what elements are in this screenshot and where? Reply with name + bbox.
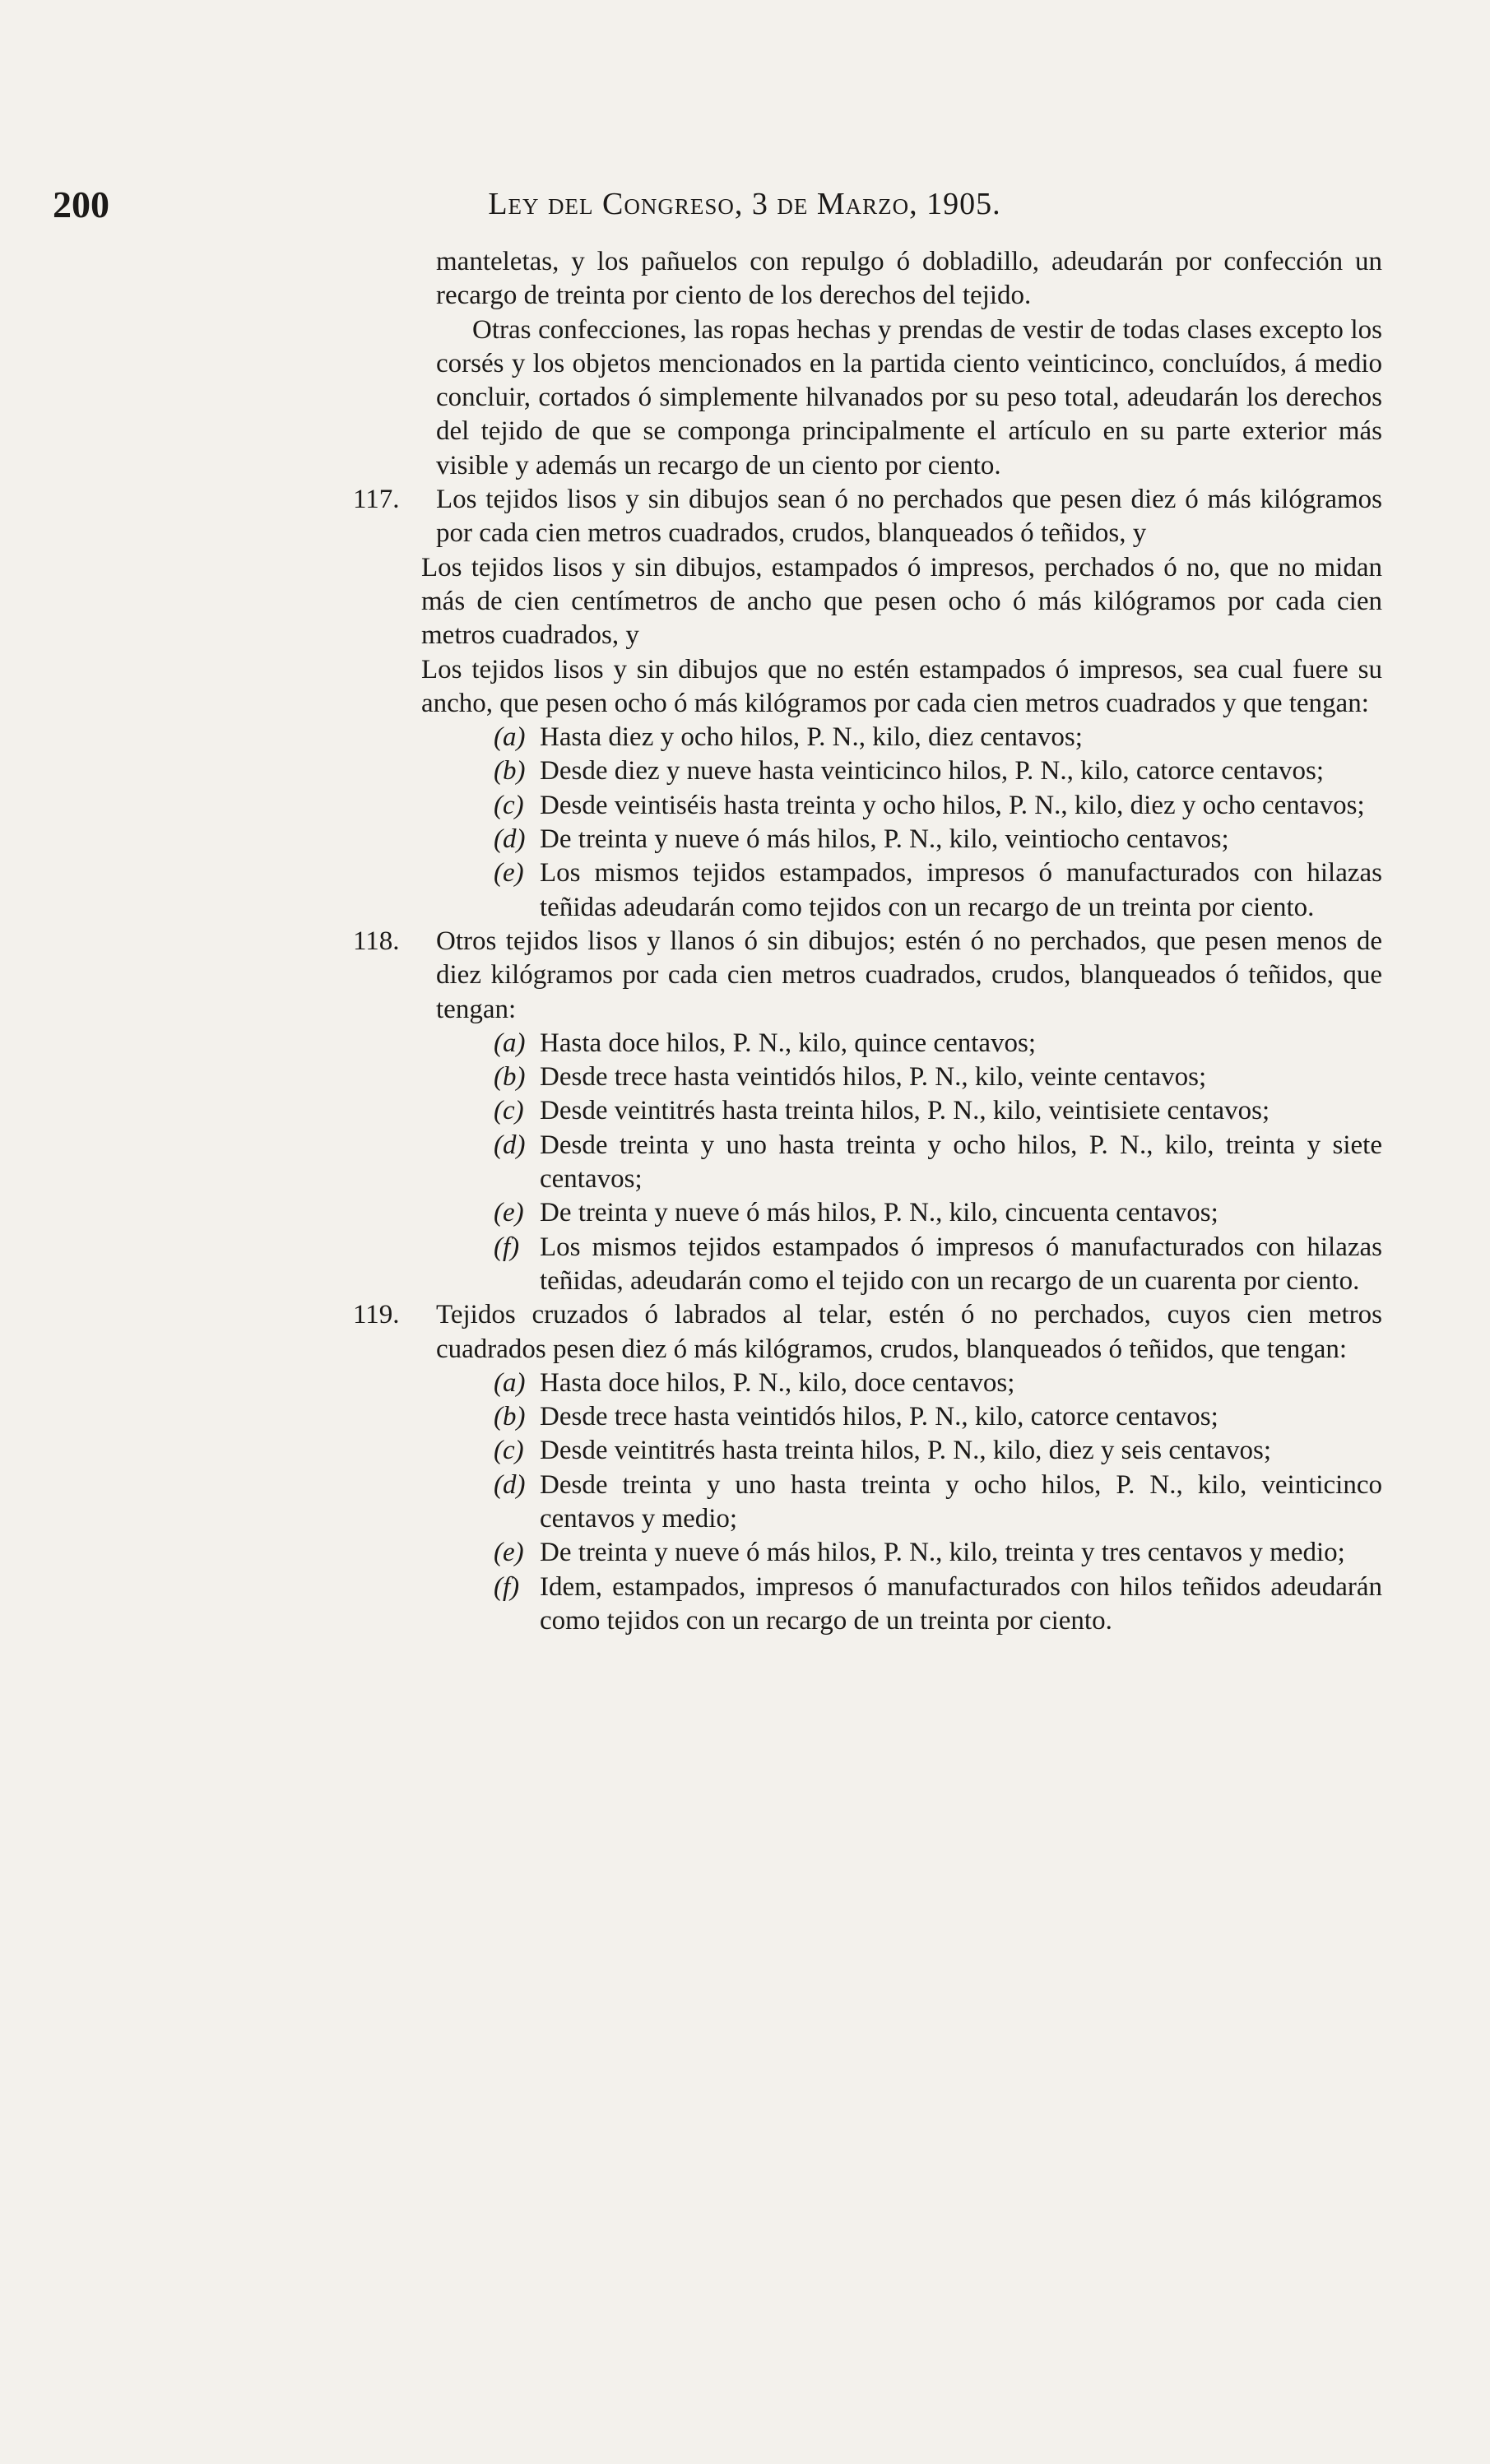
article-number: 118. [353, 926, 400, 956]
article-paragraph: Los tejidos lisos y sin dibujos sean ó no perchados que pesen diez ó más kilógramos por cada cien metros cuadrados, crudos, blanqueados ó teñidos, y [436, 485, 1382, 549]
article-number: 119. [353, 1300, 400, 1330]
running-head: Ley del Congreso, 3 de Marzo, 1905. [488, 187, 1001, 221]
article-119 [353, 1298, 1382, 1638]
item-label: (e) [494, 1538, 524, 1568]
article-number: 117. [353, 485, 400, 515]
list-item [436, 1571, 1382, 1639]
item-label: (a) [494, 1367, 526, 1398]
item-text: Desde trece hasta veintidós hilos, P. N., kilo, veinte centavos; [540, 1062, 1207, 1093]
item-label: (a) [494, 1028, 526, 1058]
list-item [436, 721, 1382, 754]
item-label: (e) [494, 1198, 524, 1228]
item-label: (c) [494, 1436, 524, 1466]
item-text: Hasta doce hilos, P. N., kilo, doce centavos; [540, 1367, 1015, 1398]
item-text: Desde treinta y uno hasta treinta y ocho hilos, P. N., kilo, veinticinco centavos y medio; [540, 1469, 1382, 1534]
item-text: Desde diez y nueve hasta veinticinco hilos, P. N., kilo, catorce centavos; [540, 756, 1325, 787]
item-label: (f) [494, 1232, 520, 1262]
list-item [436, 1196, 1382, 1230]
item-text: Desde veintitrés hasta treinta hilos, P. N., kilo, diez y seis centavos; [540, 1436, 1271, 1466]
item-text: Idem, estampados, impresos ó manufacturados con hilos teñidos adeudarán como tejidos con un recargo de un treinta por ciento. [540, 1571, 1382, 1636]
article-paragraph: Tejidos cruzados ó labrados al telar, estén ó no perchados, cuyos cien metros cuadrados pesen diez ó más kilógramos, crudos, blanqueados ó teñidos, que tengan: [436, 1300, 1382, 1364]
item-text: Desde trece hasta veintidós hilos, P. N., kilo, catorce centavos; [540, 1402, 1218, 1432]
item-label: (f) [494, 1571, 520, 1602]
page-body [353, 245, 1382, 1638]
list-item [436, 1027, 1382, 1060]
list-item [436, 1060, 1382, 1094]
item-label: (b) [494, 756, 526, 787]
article-paragraph: Otros tejidos lisos y llanos ó sin dibujos; estén ó no perchados, que pesen menos de diez kilógramos por cada cien metros cuadrados, crudos, blanqueados ó teñidos, que tengan: [436, 926, 1382, 1024]
list-item [436, 754, 1382, 788]
article-paragraph: Los tejidos lisos y sin dibujos, estampados ó impresos, perchados ó no, que no midan más de cien centímetros de ancho que pesen ocho ó más kilógramos por cada cien metros cuadrados, y [421, 552, 1382, 651]
article-117 [353, 483, 1382, 925]
item-text: De treinta y nueve ó más hilos, P. N., kilo, treinta y tres centavos y medio; [540, 1538, 1345, 1568]
item-label: (c) [494, 790, 524, 820]
list-item [436, 1129, 1382, 1197]
item-label: (b) [494, 1402, 526, 1432]
intro-paragraph: manteletas, y los pañuelos con repulgo ó dobladillo, adeudarán por confección un recargo de treinta por ciento de los derechos del tejido. [436, 247, 1382, 311]
item-text: Hasta doce hilos, P. N., kilo, quince centavos; [540, 1028, 1037, 1058]
item-text: Hasta diez y ocho hilos, P. N., kilo, diez centavos; [540, 722, 1083, 753]
item-text: Desde veintitrés hasta treinta hilos, P. N., kilo, veintisiete centavos; [540, 1096, 1270, 1126]
item-label: (d) [494, 1130, 526, 1160]
list-item [436, 823, 1382, 856]
list-item [436, 1094, 1382, 1128]
list-item [436, 1469, 1382, 1537]
article-118 [353, 925, 1382, 1298]
list-item [436, 1367, 1382, 1400]
item-text: Desde treinta y uno hasta treinta y ocho hilos, P. N., kilo, treinta y siete centavos; [540, 1130, 1382, 1195]
list-item [436, 856, 1382, 925]
page-number: 200 [53, 183, 109, 225]
page-header [49, 183, 1440, 232]
item-label: (e) [494, 858, 524, 889]
article-paragraph: Los tejidos lisos y sin dibujos que no estén estampados ó impresos, sea cual fuere su ancho, que pesen ocho ó más kilógramos por cada cien metros cuadrados y que tengan: [421, 654, 1382, 718]
list-item [436, 1400, 1382, 1434]
item-label: (b) [494, 1062, 526, 1093]
item-text: Desde veintiséis hasta treinta y ocho hilos, P. N., kilo, diez y ocho centavos; [540, 790, 1365, 820]
item-text: De treinta y nueve ó más hilos, P. N., kilo, cincuenta centavos; [540, 1198, 1218, 1228]
item-label: (d) [494, 824, 526, 855]
intro-paragraph: Otras confecciones, las ropas hechas y prendas de vestir de todas clases excepto los corsés y los objetos mencionados en la partida ciento veinticinco, concluídos, á medio concluir, cortados ó simplemente hilvanados por su peso total, adeudarán los derechos del tejido de que se componga principalmente el artículo en su parte exterior más visible y además un recargo de un ciento por ciento. [436, 314, 1382, 480]
item-text: Los mismos tejidos estampados ó impresos ó manufacturados con hilazas teñidas, adeudarán como el tejido con un recargo de un cuarenta por ciento. [540, 1232, 1382, 1296]
list-item [436, 1434, 1382, 1468]
list-item [436, 789, 1382, 823]
item-label: (d) [494, 1469, 526, 1500]
item-label: (c) [494, 1096, 524, 1126]
item-text: Los mismos tejidos estampados, impresos ó manufacturados con hilazas teñidas adeudarán como tejidos con un recargo de un treinta por ciento. [540, 858, 1382, 922]
list-item [436, 1231, 1382, 1299]
item-text: De treinta y nueve ó más hilos, P. N., kilo, veintiocho centavos; [540, 824, 1229, 855]
item-label: (a) [494, 722, 526, 753]
list-item [436, 1536, 1382, 1570]
